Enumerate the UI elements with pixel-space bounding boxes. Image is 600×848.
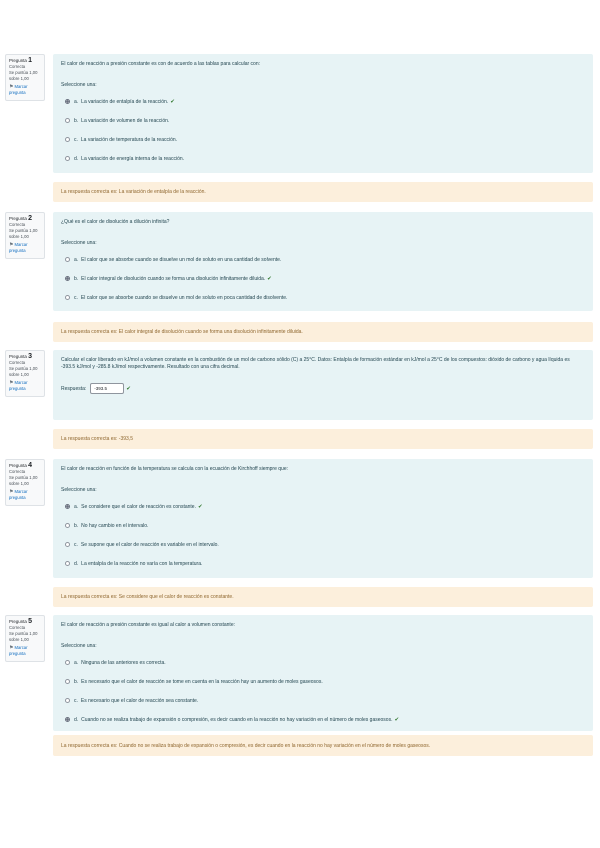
select-prompt: Seleccione una: [61, 82, 97, 88]
question-content [53, 459, 593, 578]
flag-question-link[interactable]: ⚑Marcar pregunta [9, 645, 28, 656]
flag-question-link[interactable]: ⚑Marcar pregunta [9, 489, 28, 500]
radio-button[interactable] [65, 523, 70, 528]
flag-icon: ⚑ [9, 242, 14, 248]
question-content [53, 212, 593, 311]
correct-answer-feedback: La respuesta correcta es: El calor integral de disolución cuando se forma una disolución infinitamente diluida. [53, 322, 593, 342]
flag-question-link[interactable]: ⚑Marcar pregunta [9, 84, 28, 95]
radio-button[interactable] [65, 276, 70, 281]
question-state: Correcta [9, 469, 26, 474]
question-grade: Se puntúa 1,00 sobre 1,00 [9, 631, 38, 642]
answer-option-a[interactable]: a. La variación de entalpía de la reacción. ✔ [61, 92, 585, 111]
question-4 [5, 459, 593, 609]
radio-button[interactable] [65, 99, 70, 104]
answer-option-a[interactable]: a. El calor que se absorbe cuando se disuelve un mol de soluto en una cantidad de solvente. [61, 250, 585, 269]
radio-button[interactable] [65, 257, 70, 262]
radio-button[interactable] [65, 295, 70, 300]
answer-option-c[interactable]: c. Es necesario que el calor de reacción sea constante. [61, 691, 585, 710]
radio-button[interactable] [65, 137, 70, 142]
question-number: Pregunta 3 [9, 353, 32, 360]
answer-option-b[interactable]: b. No hay cambio en el intervalo. [61, 516, 585, 535]
radio-button[interactable] [65, 156, 70, 161]
correct-answer-feedback: La respuesta correcta es: -393,5 [53, 429, 593, 449]
radio-button[interactable] [65, 561, 70, 566]
answer-option-d[interactable]: d. La variación de energía interna de la reacción. [61, 149, 585, 168]
question-3 [5, 350, 593, 450]
question-text: ¿Qué es el calor de disolución a dilución infinita? [61, 219, 170, 225]
correct-answer-feedback: La respuesta correcta es: Se considere que el calor de reacción es constante. [53, 587, 593, 607]
answer-option-d[interactable]: d. Cuando no se realiza trabajo de expansión o compresión, es decir cuando en la reacción no hay variación en el número de moles gaseosos. ✔ [61, 710, 585, 729]
radio-button[interactable] [65, 542, 70, 547]
question-grade: Se puntúa 1,00 sobre 1,00 [9, 70, 38, 81]
flag-icon: ⚑ [9, 489, 14, 495]
select-prompt: Seleccione una: [61, 240, 97, 246]
question-content [53, 615, 593, 731]
answer-option-a[interactable]: a. Ninguna de las anteriores es correcta. [61, 653, 585, 672]
flag-icon: ⚑ [9, 645, 14, 651]
answer-options [61, 250, 585, 307]
correct-check-icon: ✔ [170, 98, 175, 105]
question-text: El calor de reacción a presión constante es con de acuerdo a las tablas para calcular con: [61, 61, 261, 67]
radio-button[interactable] [65, 717, 70, 722]
answer-option-b[interactable]: b. Es necesario que el calor de reacción se tome en cuenta en la reacción hay un aumento de moles gaseosos. [61, 672, 585, 691]
response-label: Respuesta: [61, 385, 87, 392]
question-text: Calcular el calor liberado en kJ/mol a volumen constante en la combustión de un mol de carbono sólido (C) a 25°C. Datos: Entalpía de formación estándar en kJ/mol a 25°C de los compuestos: dióxido de carbono y agua líquida es -393.5 kJ/mol y -285.8 kJ/mol respectivamente. Resultado con una cifra decimal. [61, 357, 570, 370]
answer-options [61, 497, 585, 573]
answer-option-b[interactable]: b. El calor integral de disolución cuando se forma una disolución infinitamente diluida. ✔ [61, 269, 585, 288]
response-input[interactable]: -393.5 [90, 383, 124, 394]
answer-option-b[interactable]: b. La variación de volumen de la reacción. [61, 111, 585, 130]
question-info [5, 459, 45, 506]
answer-option-c[interactable]: c. La variación de temperatura de la reacción. [61, 130, 585, 149]
question-grade: Se puntúa 1,00 sobre 1,00 [9, 366, 38, 377]
correct-check-icon: ✔ [267, 275, 272, 282]
select-prompt: Seleccione una: [61, 643, 97, 649]
radio-button[interactable] [65, 679, 70, 684]
question-number: Pregunta 2 [9, 215, 32, 222]
question-state: Correcta [9, 625, 26, 630]
flag-icon: ⚑ [9, 380, 14, 386]
radio-button[interactable] [65, 660, 70, 665]
answer-option-d[interactable]: d. La entalpía de la reacción no varía con la temperatura. [61, 554, 585, 573]
question-text: El calor de reacción a presión constante es igual al calor a volumen constante: [61, 622, 235, 628]
question-info [5, 350, 45, 397]
question-number: Pregunta 4 [9, 462, 32, 469]
question-text: El calor de reacción en función de la temperatura se calcula con la ecuación de Kirchhoff siempre que: [61, 466, 288, 472]
answer-option-c[interactable]: c. El calor que se absorbe cuando se disuelve un mol de soluto en poca cantidad de disolvente. [61, 288, 585, 307]
flag-question-link[interactable]: ⚑Marcar pregunta [9, 380, 28, 391]
question-number: Pregunta 5 [9, 618, 32, 625]
correct-check-icon: ✔ [197, 503, 203, 510]
question-content [53, 350, 593, 420]
question-grade: Se puntúa 1,00 sobre 1,00 [9, 228, 38, 239]
question-2 [5, 212, 593, 344]
question-state: Correcta [9, 360, 26, 365]
question-number: Pregunta 1 [9, 57, 32, 64]
question-1 [5, 54, 593, 204]
question-5 [5, 615, 593, 765]
radio-button[interactable] [65, 504, 70, 509]
question-grade: Se puntúa 1,00 sobre 1,00 [9, 475, 38, 486]
response-row [61, 383, 585, 394]
correct-check-icon: ✔ [394, 716, 400, 723]
flag-question-link[interactable]: ⚑Marcar pregunta [9, 242, 28, 253]
select-prompt: Seleccione una: [61, 487, 97, 493]
flag-icon: ⚑ [9, 84, 14, 90]
question-info [5, 615, 45, 662]
radio-button[interactable] [65, 118, 70, 123]
answer-options [61, 653, 585, 729]
radio-button[interactable] [65, 698, 70, 703]
correct-answer-feedback: La respuesta correcta es: La variación de entalpía de la reacción. [53, 182, 593, 202]
question-state: Correcta [9, 222, 26, 227]
question-info [5, 212, 45, 259]
question-info [5, 54, 45, 101]
correct-check-icon: ✔ [126, 385, 131, 392]
answer-options [61, 92, 585, 168]
question-state: Correcta [9, 64, 26, 69]
correct-answer-feedback: La respuesta correcta es: Cuando no se realiza trabajo de expansión o compresión, es decir cuando en la reacción no hay variación en el número de moles gaseosos. [53, 735, 593, 756]
answer-option-c[interactable]: c. Se supone que el calor de reacción es variable en el intervalo. [61, 535, 585, 554]
answer-option-a[interactable]: a. Se considere que el calor de reacción es constante. ✔ [61, 497, 585, 516]
question-content [53, 54, 593, 173]
